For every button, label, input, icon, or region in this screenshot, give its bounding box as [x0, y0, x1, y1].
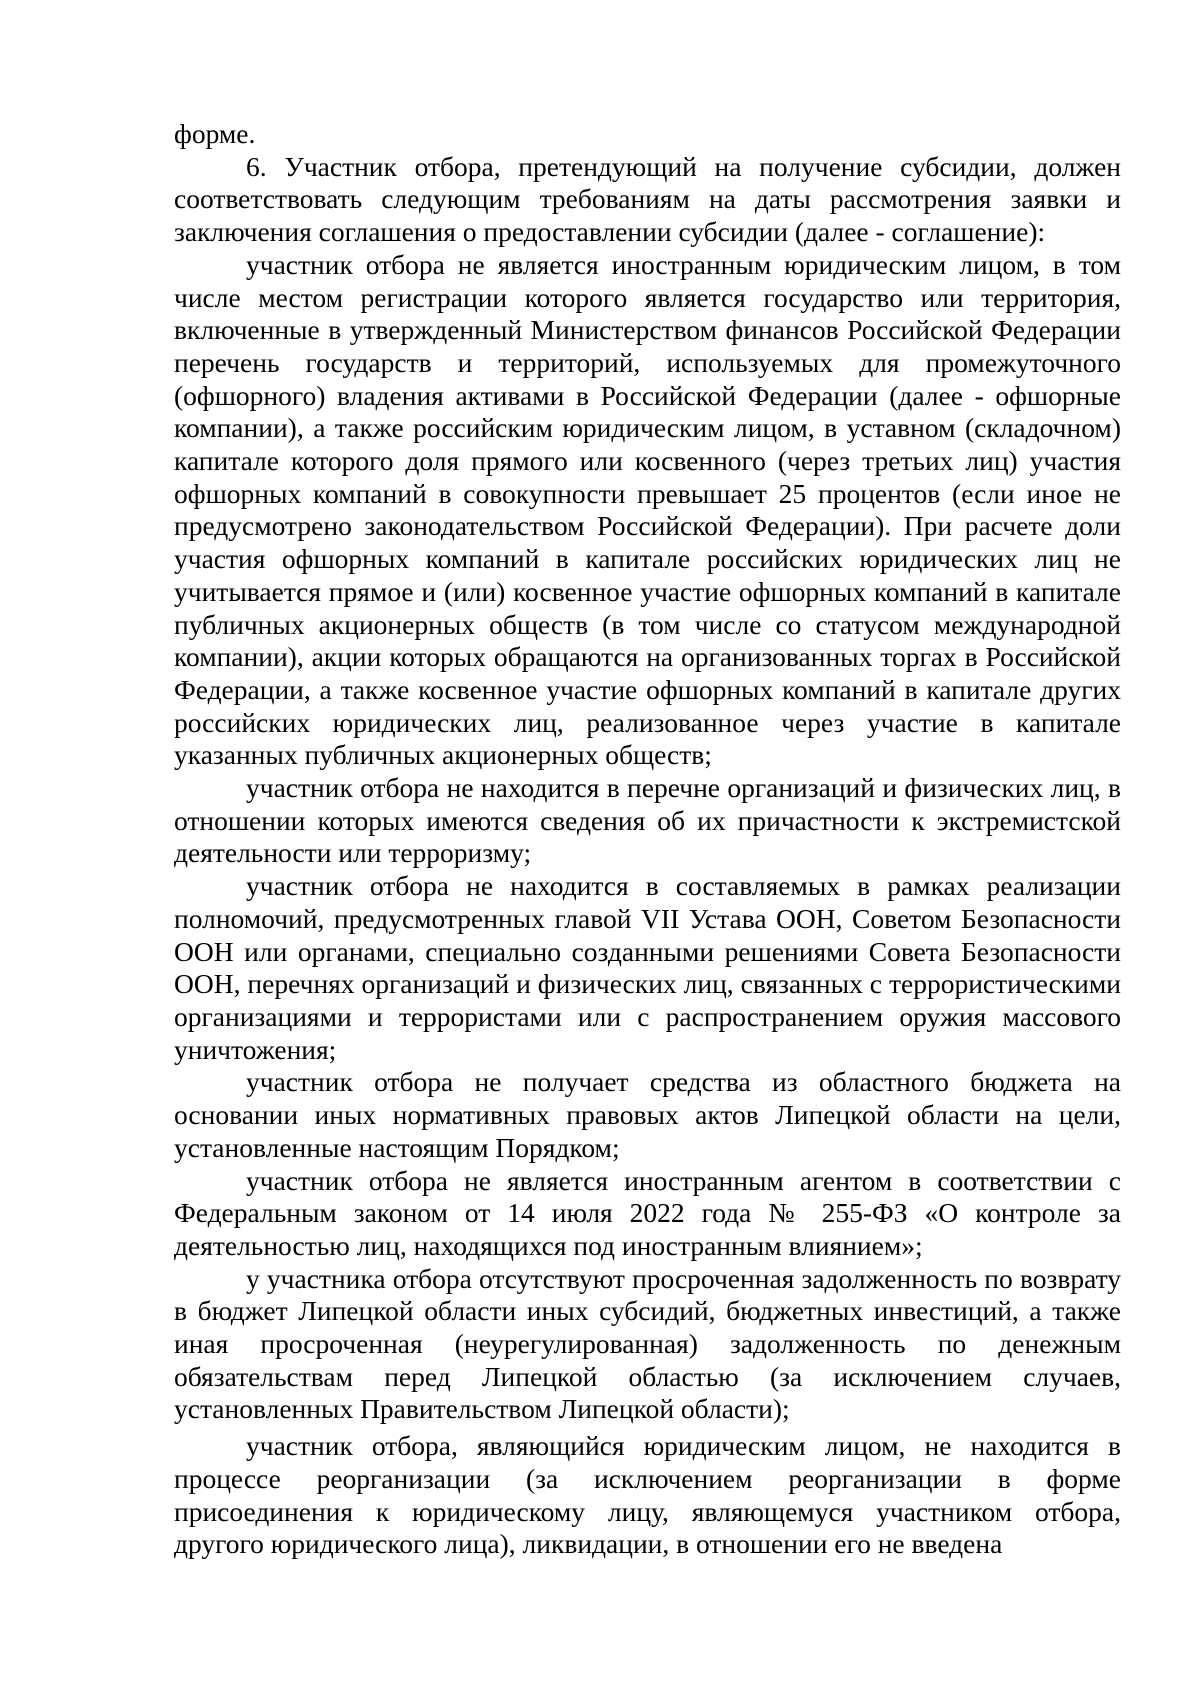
paragraph-foreign-agent-requirement: участник отбора не является иностранным агентом в соответствии с Федеральным законом от 14 июля 2022 года № 255-ФЗ «О контроле за деятельностью лиц, находящихся под иностранным влиянием»;	[174, 1164, 1121, 1261]
paragraph-extremism-requirement: участник отбора не находится в перечне организаций и физических лиц, в отношении которых имеются сведения об их причастности к экстремистской деятельности или терроризму;	[174, 772, 1121, 869]
paragraph-un-sanctions-requirement: участник отбора не находится в составляемых в рамках реализации полномочий, предусмотренных главой VII Устава ООН, Советом Безопасности ООН или органами, специально созданными решениями Совета Безопасности ООН, перечнях организаций и физических лиц, связанных с террористическими организациями и террористами или с распространением оружия массового уничтожения;	[174, 870, 1121, 1065]
paragraph-reorganization-requirement: участник отбора, являющийся юридическим лицом, не находится в процессе реорганизации (за исключением реорганизации в форме присоединения к юридическому лицу, являющемуся участником отбора, другого юридического лица), ликвидации, в отношении его не введена	[174, 1430, 1121, 1560]
document-body	[174, 118, 1121, 1561]
paragraph-budget-funds-requirement: участник отбора не получает средства из областного бюджета на основании иных нормативных правовых актов Липецкой области на цели, установленные настоящим Порядком;	[174, 1066, 1121, 1163]
paragraph-item-6: 6. Участник отбора, претендующий на получение субсидии, должен соответствовать следующим требованиям на даты рассмотрения заявки и заключения соглашения о предоставлении субсидии (далее - соглашение):	[174, 150, 1121, 248]
paragraph-debt-requirement: у участника отбора отсутствуют просроченная задолженность по возврату в бюджет Липецкой области иных субсидий, бюджетных инвестиций, а также иная просроченная (неурегулированная) задолженность по денежным обязательствам перед Липецкой областью (за исключением случаев, установленных Правительством Липецкой области);	[174, 1262, 1121, 1425]
paragraph-continuation: форме.	[174, 118, 256, 149]
paragraph-offshore-requirement: участник отбора не является иностранным юридическим лицом, в том числе местом регистрации которого является государство или территория, включенные в утвержденный Министерством финансов Российской Федерации перечень государств и территорий, используемых для промежуточного (офшорного) владения активами в Российской Федерации (далее - офшорные компании), а также российским юридическим лицом, в уставном (складочном) капитале которого доля прямого или косвенного (через третьих лиц) участия офшорных компаний в совокупности превышает 25 процентов (если иное не предусмотрено законодательством Российской Федерации). При расчете доли участия офшорных компаний в капитале российских юридических лиц не учитывается прямое и (или) косвенное участие офшорных компаний в капитале публичных акционерных обществ (в том числе со статусом международной компании), акции которых обращаются на организованных торгах в Российской Федерации, а также косвенное участие офшорных компаний в капитале других российских юридических лиц, реализованное через участие в капитале указанных публичных акционерных обществ;	[174, 248, 1121, 771]
